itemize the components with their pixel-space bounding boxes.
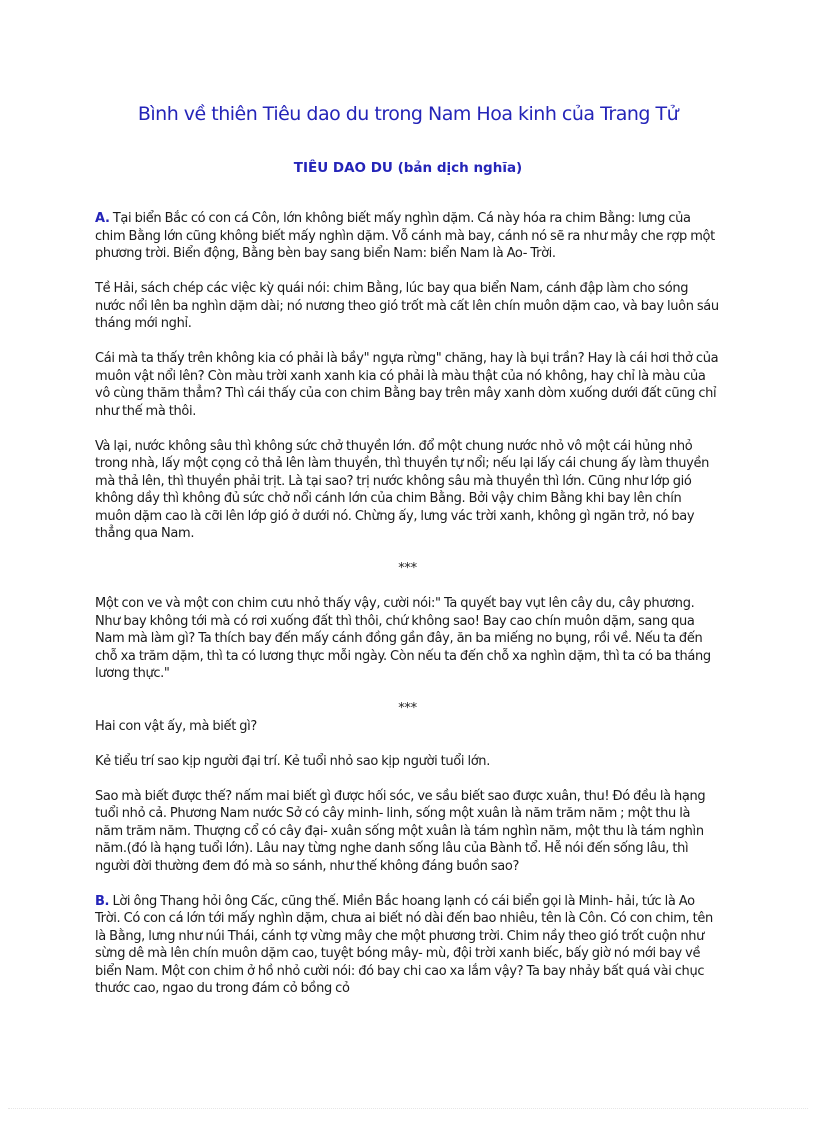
- paragraph: Một con ve và một con chim cưu nhỏ thấy vậy, cười nói:" Ta quyết bay vụt lên cây du, cây phương. Như bay không tới mà có rơi xuống đất thì thôi, chứ không sao! Bay cao chín muôn dặm, sang qua Nam mà làm gì? Ta thích bay đến mấy cánh đồng gần đây, ăn ba miếng no bụng, rồi về. Nếu ta đến chỗ xa trăm dặm, thì ta có lương thực mỗi ngày. Còn nếu ta đến chỗ xa nghìn dặm, thì ta có ba tháng lương thực.": [95, 596, 711, 681]
- document-subtitle: TIÊU DAO DU (bản dịch nghĩa): [293, 160, 523, 176]
- paragraph-b-text: Lời ông Thang hỏi ông Cấc, cũng thế. Miền Bắc hoang lạnh có cái biển gọi là Minh- hải, tức là Ao Trời. Có con cá lớn tới mấy nghìn dặm, chưa ai biết nó dài đến bao nhiêu, tên là Côn. Có con chim, tên là Bằng, lưng như núi Thái, cánh tợ vừng mây che một phương trời. Chim nầy theo gió trốt cuộn như sừng dê mà lên chín muôn dặm cao, tuyệt bóng mây- mù, đội trời xanh biếc, bấy giờ nó mới bay về biển Nam. Một con chim ở hồ nhỏ cười nói: đó bay chi cao xa lắm vậy? Ta bay nhảy bất quá vài chục thước cao, ngao du trong đám cỏ bồng cỏ: [95, 893, 713, 996]
- separator: ***: [398, 701, 417, 716]
- separator: ***: [398, 561, 417, 576]
- paragraph: Hai con vật ấy, mà biết gì?: [95, 718, 257, 734]
- section-marker-b: B.: [95, 893, 110, 909]
- paragraph-a: [95, 210, 720, 263]
- paragraph: Sao mà biết được thế? nấm mai biết gì được hối sóc, ve sầu biết sao được xuân, thu! Đó đều là hạng tuổi nhỏ cả. Phương Nam nước Sở có cây minh- linh, sống một xuân là năm trăm năm ; một thu là năm trăm năm. Thượng cổ có cây đại- xuân sống một xuân là tám nghìn năm, một thu là tám nghìn năm.(đó là hạng tuổi lớn). Lâu nay từng nghe danh sống lâu của Bành tổ. Hễ nói đến sống lâu, thì người đời thường đem đó mà so sánh, như thế không đáng buồn sao?: [95, 788, 706, 874]
- paragraph: Và lại, nước không sâu thì không sức chở thuyền lớn. đổ một chung nước nhỏ vô một cái hủng nhỏ trong nhà, lấy một cọng cỏ thả lên làm thuyền, thì thuyền tự nổi; nếu lại lấy cái chung ấy làm thuyền mà thả lên, thì thuyền phải trịt. Là tại sao? trị nước không sâu mà thuyền thì lớn. Cũng như lớp gió không dầy thì không đủ sức chở nổi cánh lớn của chim Bằng. Bởi vậy chim Bằng khi bay lên chín muôn dặm cao là cỡi lên lớp gió ở dưới nó. Chừng ấy, lưng vác trời xanh, không gì ngăn trở, nó bay thẳng qua Nam.: [95, 438, 709, 541]
- paragraph-a-text: Tại biển Bắc có con cá Côn, lớn không biết mấy nghìn dặm. Cá này hóa ra chim Bằng: lưng của chim Bằng lớn cũng không biết mấy nghìn dặm. Vỗ cánh mà bay, cánh nó sẽ ra như mây che rợp một phương trời. Biển động, Bằng bèn bay sang biển Nam: biển Nam là Ao- Trời.: [95, 211, 715, 261]
- paragraph: Kẻ tiểu trí sao kịp người đại trí. Kẻ tuổi nhỏ sao kịp người tuổi lớn.: [95, 753, 490, 769]
- document-body: [95, 210, 720, 1015]
- document-title: Bình về thiên Tiêu dao du trong Nam Hoa kinh của Trang Tử: [137, 103, 679, 125]
- section-marker-a: A.: [95, 211, 110, 226]
- paragraph-b: [95, 893, 720, 998]
- page-bottom-border: [8, 1108, 808, 1109]
- paragraph: Cái mà ta thấy trên không kia có phải là bầy" ngựa rừng" chăng, hay là bụi trần? Hay là cái hơi thở của muôn vật nổi lên? Còn màu trời xanh xanh kia có phải là màu thật của nó không, hay chỉ là màu của vô cùng thăm thẳm? Thì cái thấy của con chim Bằng bay trên mây xanh dòm xuống dưới đất cũng chỉ như thế mà thôi.: [95, 351, 719, 419]
- paragraph: Tề Hải, sách chép các việc kỳ quái nói: chim Bằng, lúc bay qua biển Nam, cánh đập làm cho sóng nước nổi lên ba nghìn dặm dài; nó nương theo gió trốt mà cất lên chín muôn dặm cao, và bay luôn sáu tháng mới nghỉ.: [95, 281, 719, 331]
